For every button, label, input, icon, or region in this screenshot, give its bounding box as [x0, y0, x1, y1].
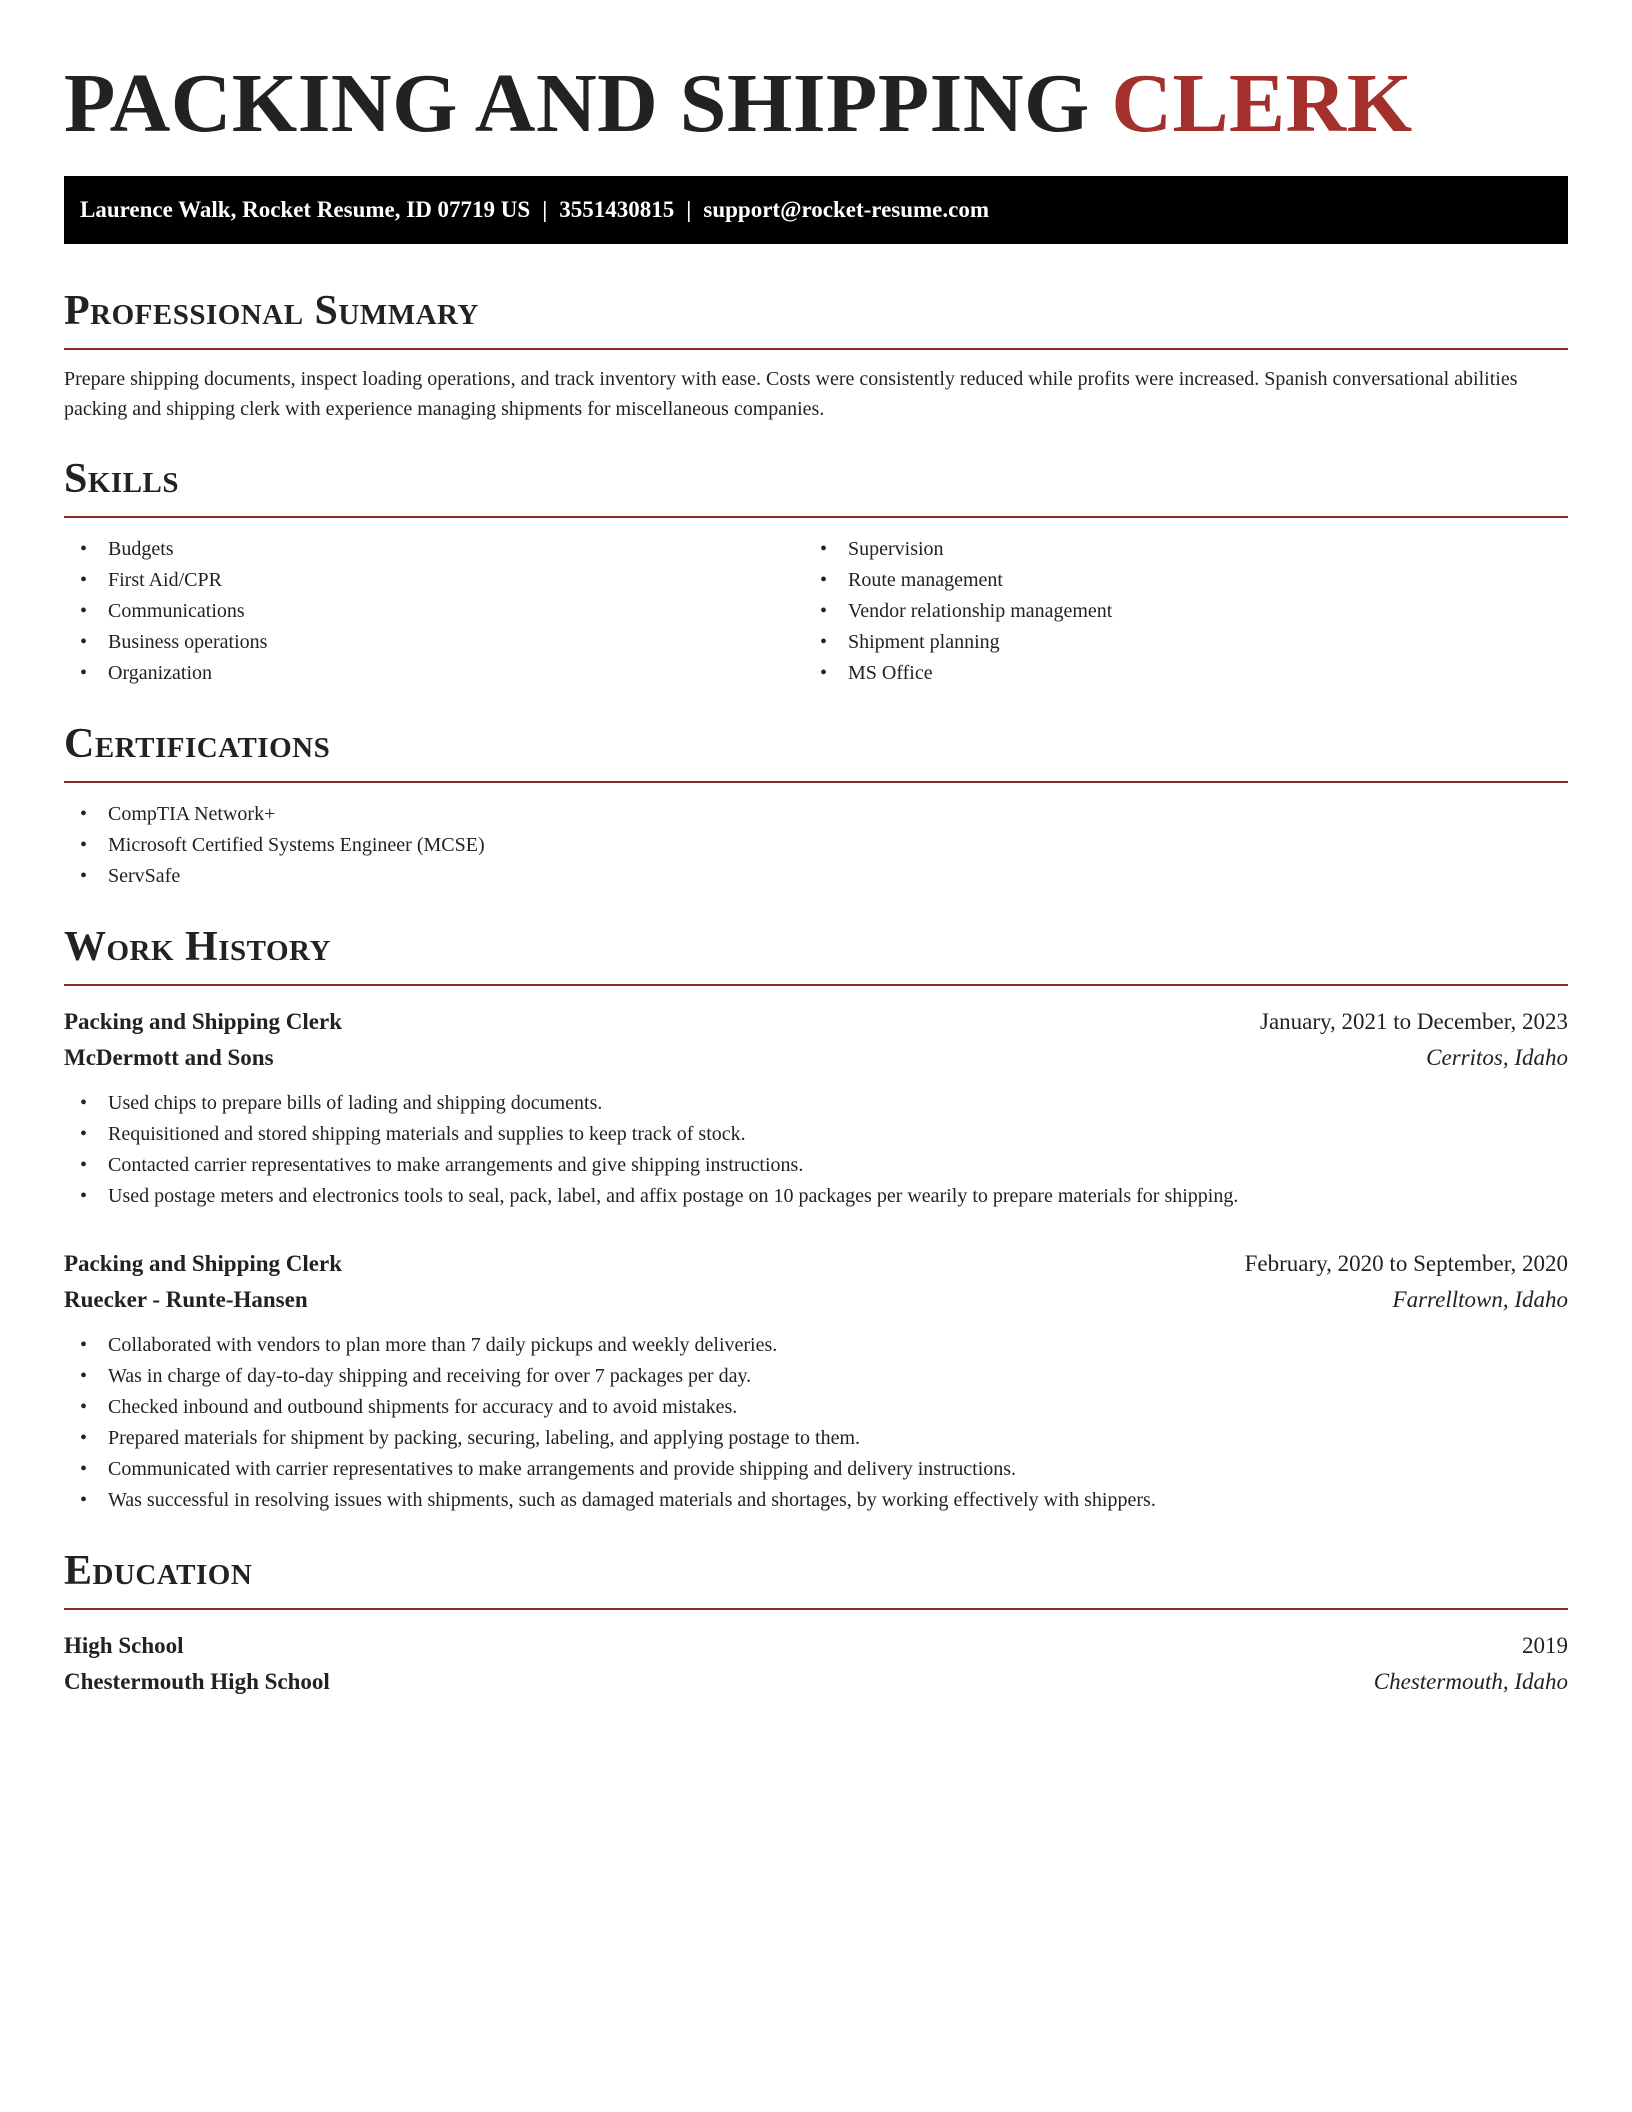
skills-list-right	[804, 534, 1544, 689]
skill-item: • Shipment planning	[804, 627, 1544, 658]
education-degree: High School	[64, 1633, 184, 1658]
job-duties-list	[64, 1088, 1568, 1212]
skill-item: • Budgets	[64, 534, 804, 565]
work-history-section	[64, 922, 1568, 1516]
skill-item: • Organization	[64, 658, 804, 689]
summary-heading: Professional Summary	[64, 286, 1568, 350]
education-location: Chestermouth, Idaho	[1373, 1669, 1568, 1694]
skill-item: • First Aid/CPR	[64, 565, 804, 596]
job-duty: • Checked inbound and outbound shipments for accuracy and to avoid mistakes.	[64, 1392, 1568, 1423]
contact-address: Laurence Walk, Rocket Resume, ID 07719 US	[80, 197, 531, 222]
job-company-row	[64, 1040, 1568, 1076]
job-duty: • Used postage meters and electronics tools to seal, pack, label, and affix postage on 10 packages per wearily to prepare materials for shipping.	[64, 1181, 1568, 1212]
job-company: Ruecker - Runte-Hansen	[64, 1287, 308, 1312]
job-duty: • Contacted carrier representatives to make arrangements and give shipping instructions.	[64, 1150, 1568, 1181]
certifications-heading: Certifications	[64, 719, 1568, 783]
job-duty: • Was in charge of day-to-day shipping and receiving for over 7 packages per day.	[64, 1361, 1568, 1392]
education-year: 2019	[1522, 1633, 1568, 1658]
job-title: Packing and Shipping Clerk	[64, 1009, 343, 1034]
contact-separator: |	[686, 197, 692, 222]
job-duties-list	[64, 1330, 1568, 1516]
contact-phone: 3551430815	[559, 197, 675, 222]
job-duty: • Used chips to prepare bills of lading and shipping documents.	[64, 1088, 1568, 1119]
resume-page	[64, 0, 1568, 1700]
certification-item: • Microsoft Certified Systems Engineer (MCSE)	[64, 830, 1568, 861]
job-location: Cerritos, Idaho	[1426, 1045, 1568, 1070]
skill-item: • MS Office	[804, 658, 1544, 689]
job-duty: • Collaborated with vendors to plan more than 7 daily pickups and weekly deliveries.	[64, 1330, 1568, 1361]
certifications-list	[64, 799, 1568, 892]
job-title-row	[64, 1004, 1568, 1040]
summary-text: Prepare shipping documents, inspect loading operations, and track inventory with ease. Costs were consistently reduced while profits were increased. Spanish conversational abilities packing and shipping clerk with experience managing shipments for miscellaneous companies.	[64, 368, 1518, 420]
education-school-row	[64, 1664, 1568, 1700]
job-title-row	[64, 1246, 1568, 1282]
contact-email: support@rocket-resume.com	[703, 197, 990, 222]
skill-item: • Business operations	[64, 627, 804, 658]
job-company: McDermott and Sons	[64, 1045, 274, 1070]
skills-columns	[64, 534, 1568, 689]
job-entry	[64, 1246, 1568, 1516]
skills-list-left	[64, 534, 804, 689]
skill-item: • Communications	[64, 596, 804, 627]
job-location: Farrelltown, Idaho	[1392, 1287, 1568, 1312]
job-duty: • Prepared materials for shipment by packing, securing, labeling, and applying postage to them.	[64, 1423, 1568, 1454]
education-heading: Education	[64, 1546, 1568, 1610]
certification-item: • ServSafe	[64, 861, 1568, 892]
job-duty: • Requisitioned and stored shipping materials and supplies to keep track of stock.	[64, 1119, 1568, 1150]
education-degree-row	[64, 1628, 1568, 1664]
job-dates: January, 2021 to December, 2023	[1260, 1009, 1568, 1034]
skills-heading: Skills	[64, 454, 1568, 518]
job-entry	[64, 1004, 1568, 1212]
job-company-row	[64, 1282, 1568, 1318]
education-school: Chestermouth High School	[64, 1669, 330, 1694]
job-title: Packing and Shipping Clerk	[64, 1251, 343, 1276]
title-main: PACKING AND SHIPPING	[64, 57, 1090, 150]
job-dates: February, 2020 to September, 2020	[1244, 1251, 1568, 1276]
contact-separator: |	[542, 197, 548, 222]
education-entry	[64, 1628, 1568, 1700]
title-accent: CLERK	[1111, 57, 1413, 150]
certifications-section	[64, 719, 1568, 892]
resume-title	[64, 0, 1568, 150]
skill-item: • Route management	[804, 565, 1544, 596]
work-history-heading: Work History	[64, 922, 1568, 986]
skill-item: • Vendor relationship management	[804, 596, 1544, 627]
contact-bar	[64, 176, 1568, 244]
summary-section	[64, 286, 1568, 424]
job-duty: • Was successful in resolving issues with shipments, such as damaged materials and shortages, by working effectively with shippers.	[64, 1485, 1568, 1516]
certification-item: • CompTIA Network+	[64, 799, 1568, 830]
skills-section	[64, 454, 1568, 689]
skill-item: • Supervision	[804, 534, 1544, 565]
job-duty: • Communicated with carrier representatives to make arrangements and provide shipping and delivery instructions.	[64, 1454, 1568, 1485]
education-section	[64, 1546, 1568, 1700]
